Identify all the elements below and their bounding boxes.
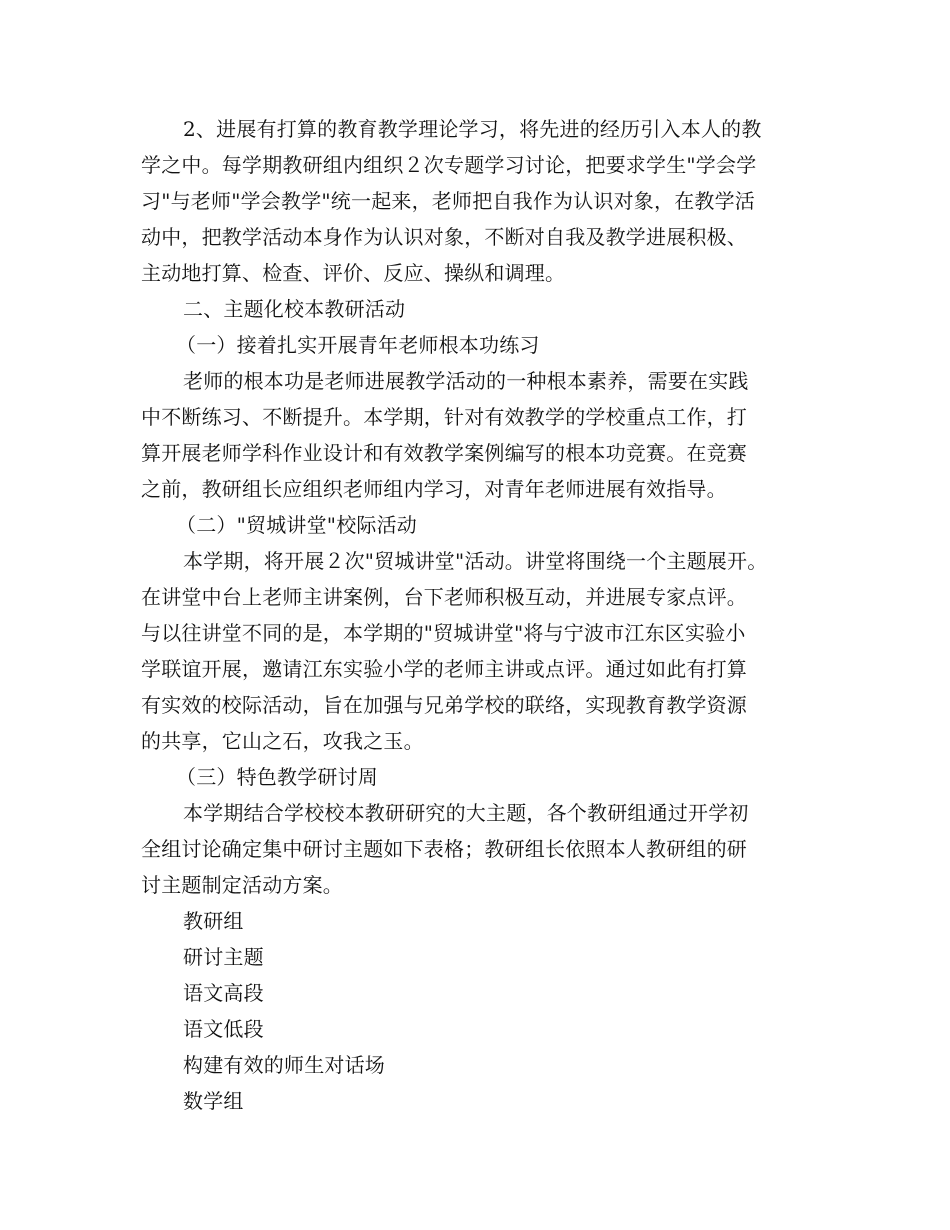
table-cell: 数学组 [183, 1089, 244, 1113]
paragraph-3-line-6: 的共享，它山之石，攻我之玉。 [141, 729, 424, 753]
paragraph-3-line-4: 学联谊开展，邀请江东实验小学的老师主讲或点评。通过如此有打算 [141, 657, 747, 681]
table-cell: 构建有效的师生对话场 [183, 1053, 385, 1077]
paragraph-4-line-3: 讨主题制定活动方案。 [141, 873, 343, 897]
table-cell: 研讨主题 [183, 945, 264, 969]
paragraph-3-line-3: 与以往讲堂不同的是，本学期的"贸城讲堂"将与宁波市江东区实验小 [141, 621, 746, 645]
table-cell: 教研组 [183, 909, 244, 933]
paragraph-3-line-1: 本学期，将开展２次"贸城讲堂"活动。讲堂将围绕一个主题展开。 [183, 549, 768, 573]
paragraph-2-line-1: 老师的根本功是老师进展教学活动的一种根本素养，需要在实践 [183, 369, 749, 393]
paragraph-4-line-1: 本学期结合学校校本教研研究的大主题，各个教研组通过开学初 [183, 801, 749, 825]
subsection-2-heading: （二）"贸城讲堂"校际活动 [176, 513, 417, 537]
paragraph-1-line-3: 习"与老师"学会教学"统一起来，老师把自我作为认识对象，在教学活 [141, 189, 755, 213]
paragraph-1-line-2: 学之中。每学期教研组内组织２次专题学习讨论，把要求学生"学会学 [141, 153, 757, 177]
paragraph-3-line-2: 在讲堂中台上老师主讲案例，台下老师积极互动，并进展专家点评。 [141, 585, 747, 609]
subsection-1-heading: （一）接着扎实开展青年老师根本功练习 [176, 333, 540, 357]
paragraph-2-line-3: 算开展老师学科作业设计和有效教学案例编写的根本功竞赛。在竞赛 [141, 441, 747, 465]
paragraph-1-line-1: 2、进展有打算的教育教学理论学习，将先进的经历引入本人的教 [183, 117, 762, 141]
paragraph-1-line-4: 动中，把教学活动本身作为认识对象，不断对自我及教学进展积极、 [141, 225, 747, 249]
paragraph-4-line-2: 全组讨论确定集中研讨主题如下表格；教研组长依照本人教研组的研 [141, 837, 747, 861]
paragraph-1-line-5: 主动地打算、检查、评价、反应、操纵和调理。 [141, 261, 566, 285]
paragraph-2-line-4: 之前，教研组长应组织老师组内学习，对青年老师进展有效指导。 [141, 477, 727, 501]
section-heading: 二、主题化校本教研活动 [183, 297, 406, 321]
table-cell: 语文高段 [183, 981, 264, 1005]
paragraph-2-line-2: 中不断练习、不断提升。本学期，针对有效教学的学校重点工作，打 [141, 405, 747, 429]
table-cell: 语文低段 [183, 1017, 264, 1041]
paragraph-3-line-5: 有实效的校际活动，旨在加强与兄弟学校的联络，实现教育教学资源 [141, 693, 747, 717]
subsection-3-heading: （三）特色教学研讨周 [176, 765, 378, 789]
